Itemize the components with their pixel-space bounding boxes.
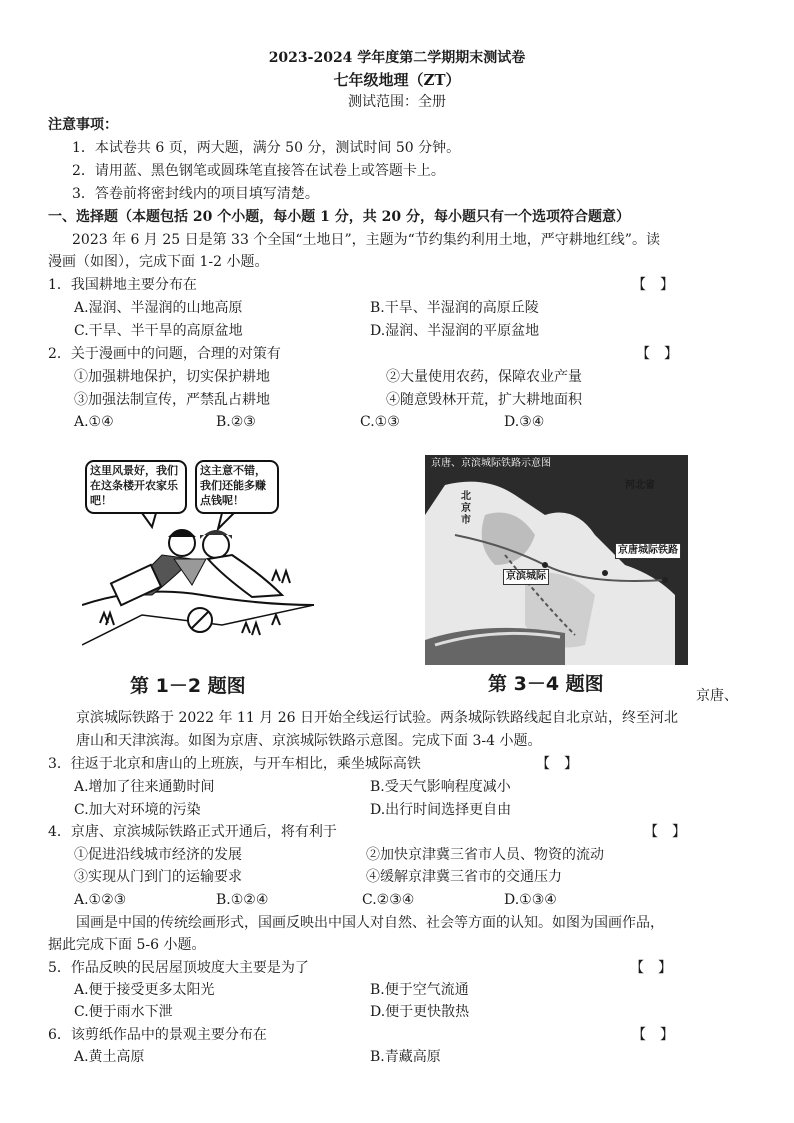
- intro-3-4-tail: 京唐、: [696, 688, 738, 704]
- q1-answer-bracket[interactable]: 【 】: [632, 277, 674, 293]
- q4-statement-3: ③实现从门到门的运输要求: [74, 869, 242, 885]
- q2-option-d[interactable]: D.③④: [504, 414, 545, 430]
- exam-subtitle: 七年级地理（ZT）: [333, 71, 461, 89]
- q4-option-c[interactable]: C.②③④: [362, 892, 415, 908]
- q5-option-b[interactable]: B.便于空气流通: [370, 982, 469, 998]
- q4-statement-1: ①促进沿线城市经济的发展: [74, 847, 242, 863]
- q5-option-d[interactable]: D.便于更快散热: [370, 1004, 470, 1020]
- q5-option-c[interactable]: C.便于雨水下泄: [74, 1004, 173, 1020]
- map-label-jingbin: 京滨城际: [503, 569, 549, 585]
- q6-stem: 6．该剪纸作品中的景观主要分布在: [48, 1027, 267, 1043]
- map-label-beijing: 北京市: [461, 491, 471, 526]
- q2-statement-1: ①加强耕地保护，切实保护耕地: [74, 369, 270, 385]
- q2-option-b[interactable]: B.②③: [216, 414, 256, 430]
- q3-option-c[interactable]: C.加大对环境的污染: [74, 802, 201, 818]
- q4-answer-bracket[interactable]: 【 】: [644, 824, 686, 840]
- cartoon-figure: [82, 455, 314, 667]
- cartoon-bubble-left: 这里风景好，我们在这条楼开农家乐吧！: [90, 464, 178, 507]
- map-label-hebei: 河北省: [625, 480, 655, 491]
- q6-option-a[interactable]: A.黄土高原: [74, 1049, 145, 1065]
- q2-statement-3: ③加强法制宣传，严禁乱占耕地: [74, 392, 270, 408]
- q5-option-a[interactable]: A.便于接受更多太阳光: [74, 982, 215, 998]
- q5-answer-bracket[interactable]: 【 】: [630, 960, 672, 976]
- q4-statement-2: ②加快京津冀三省市人员、物资的流动: [366, 847, 604, 863]
- notes-item-3: 3．答卷前将密封线内的项目填写清楚。: [72, 186, 319, 202]
- intro-3-4-line1: 京滨城际铁路于 2022 年 11 月 26 日开始全线运行试验。两条城际铁路线起自北京站，终至河北: [76, 710, 678, 726]
- cartoon-bubble-right: 这主意不错，我们还能多赚点钱呢！: [200, 464, 266, 507]
- q3-option-d[interactable]: D.出行时间选择更自由: [370, 802, 512, 818]
- q2-option-a[interactable]: A.①④: [74, 414, 114, 430]
- q2-statement-4: ④随意毁林开荒，扩大耕地面积: [386, 392, 582, 408]
- q2-option-c[interactable]: C.①③: [360, 414, 400, 430]
- figure-caption-1-2: 第 1－2 题图: [130, 675, 246, 697]
- q1-option-b[interactable]: B.干旱、半湿润的高原丘陵: [370, 300, 539, 316]
- map-title: 京唐、京滨城际铁路示意图: [431, 458, 551, 469]
- q4-option-b[interactable]: B.①②④: [216, 892, 269, 908]
- q2-stem: 2．关于漫画中的问题，合理的对策有: [48, 346, 281, 362]
- railway-map-figure: [425, 455, 688, 665]
- q4-statement-4: ④缓解京津冀三省市的交通压力: [366, 869, 562, 885]
- intro-1-2-line2: 漫画（如图），完成下面 1-2 小题。: [48, 254, 269, 270]
- exam-scope: 测试范围：全册: [348, 94, 446, 110]
- exam-title: 2023-2024 学年度第二学期期末测试卷: [268, 50, 526, 66]
- section-heading: 一、选择题（本题包括 20 个小题，每小题 1 分，共 20 分，每小题只有一个选项符合题意）: [48, 209, 630, 225]
- q4-option-d[interactable]: D.①③④: [504, 892, 557, 908]
- intro-5-6-line1: 国画是中国的传统绘画形式，国画反映出中国人对自然、社会等方面的认知。如图为国画作品，: [76, 915, 664, 931]
- notes-item-2: 2．请用蓝、黑色钢笔或圆珠笔直接答在试卷上或答题卡上。: [72, 163, 445, 179]
- q3-answer-bracket[interactable]: 【 】: [536, 756, 578, 772]
- notes-heading: 注意事项：: [48, 117, 118, 133]
- map-label-jingtang: 京唐城际铁路: [615, 543, 681, 559]
- q1-option-a[interactable]: A.湿润、半湿润的山地高原: [74, 300, 243, 316]
- q3-option-b[interactable]: B.受天气影响程度减小: [370, 779, 511, 795]
- intro-1-2-line1: 2023 年 6 月 25 日是第 33 个全国“土地日”，主题为“节约集约利用土地，严守耕地红线”。读: [72, 232, 660, 248]
- q3-option-a[interactable]: A.增加了往来通勤时间: [74, 779, 215, 795]
- q4-option-a[interactable]: A.①②③: [74, 892, 127, 908]
- q2-statement-2: ②大量使用农药，保障农业产量: [386, 369, 582, 385]
- q6-option-b[interactable]: B.青藏高原: [370, 1049, 441, 1065]
- q1-stem: 1．我国耕地主要分布在: [48, 277, 197, 293]
- q1-option-d[interactable]: D.湿润、半湿润的平原盆地: [370, 323, 540, 339]
- intro-5-6-line2: 据此完成下面 5-6 小题。: [48, 937, 206, 953]
- q6-answer-bracket[interactable]: 【 】: [632, 1027, 674, 1043]
- figure-caption-3-4: 第 3－4 题图: [488, 673, 604, 695]
- q1-option-c[interactable]: C.干旱、半干旱的高原盆地: [74, 323, 243, 339]
- q3-stem: 3．往返于北京和唐山的上班族，与开车相比，乘坐城际高铁: [48, 756, 421, 772]
- q4-stem: 4．京唐、京滨城际铁路正式开通后，将有利于: [48, 824, 337, 840]
- q2-answer-bracket[interactable]: 【 】: [636, 346, 678, 362]
- notes-item-1: 1．本试卷共 6 页，两大题，满分 50 分，测试时间 50 分钟。: [72, 140, 461, 156]
- q5-stem: 5．作品反映的民居屋顶坡度大主要是为了: [48, 960, 309, 976]
- intro-3-4-line2: 唐山和天津滨海。如图为京唐、京滨城际铁路示意图。完成下面 3-4 小题。: [76, 733, 542, 749]
